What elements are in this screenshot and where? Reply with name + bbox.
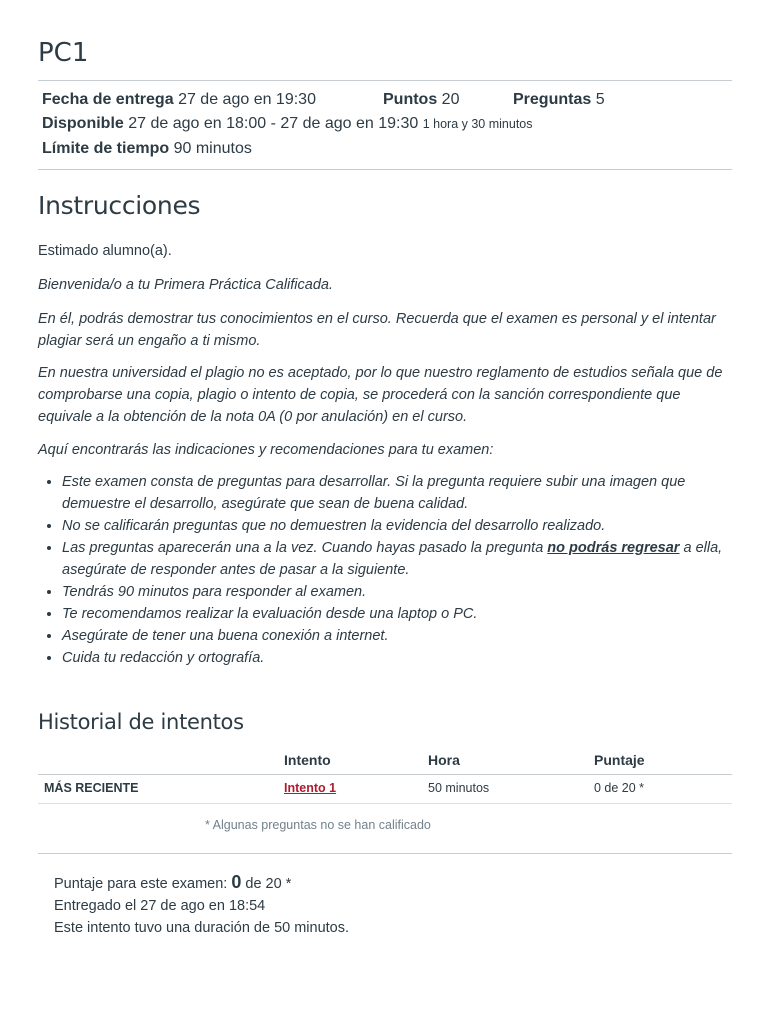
column-header-time: Hora — [428, 752, 460, 768]
rule-text: Las preguntas aparecerán una a la vez. Cuando hayas pasado la pregunta — [62, 540, 548, 556]
column-header-score: Puntaje — [594, 752, 645, 768]
points-detail — [383, 91, 459, 109]
attempt-cell — [284, 781, 336, 795]
welcome-text: Bienvenida/o a tu Primera Práctica Calificada. — [38, 277, 333, 293]
available-duration: 1 hora y 30 minutos — [422, 117, 533, 131]
quiz-details-row-2 — [42, 115, 533, 133]
quiz-details-row-1 — [42, 91, 316, 109]
most-recent-label: MÁS RECIENTE — [44, 781, 139, 795]
time-limit-value: 90 minutos — [173, 140, 252, 157]
questions-detail — [513, 91, 605, 109]
list-item — [62, 537, 756, 581]
score-value: 0 — [231, 872, 242, 892]
divider — [38, 169, 732, 170]
instructions-paragraph-2: En nuestra universidad el plagio no es aceptado, por lo que nuestro reglamento de estudios señala que de comprobarse una copia, plagio o intento de copia, se procederá con la sanción correspondiente que equivale a la obtención de la nota 0A (0 por anulación) en el curso. — [38, 365, 723, 425]
divider — [38, 853, 732, 854]
points-value: 20 — [441, 91, 460, 108]
history-heading: Historial de intentos — [38, 710, 244, 734]
attempt-link[interactable]: Intento 1 — [284, 781, 337, 795]
instructions-paragraph-1: En él, podrás demostrar tus conocimientos en el curso. Recuerda que el examen es personal y el intentar plagiar será un engaño a ti mismo. — [38, 311, 716, 349]
list-item: • Tendrás 90 minutos para responder al examen. — [62, 581, 756, 603]
instructions-heading: Instrucciones — [38, 191, 201, 220]
list-item: • Este examen consta de preguntas para desarrollar. Si la pregunta requiere subir una imagen que demuestre el desarrollo, asegúrate que sean de buena calidad. — [62, 471, 756, 515]
attempt-time: 50 minutos — [428, 781, 490, 795]
duration-text: Este intento tuvo una duración de 50 minutos. — [54, 920, 350, 936]
list-item: • No se calificarán preguntas que no demuestren la evidencia del desarrollo realizado. — [62, 515, 756, 537]
divider — [38, 80, 732, 81]
score-total: de 20 * — [245, 876, 292, 892]
list-item: • Te recomendamos realizar la evaluación desde una laptop o PC. — [62, 603, 756, 625]
score-label: Puntaje para este examen: — [54, 876, 228, 892]
score-summary — [54, 872, 291, 893]
table-header-divider — [38, 774, 732, 775]
quiz-details-row-3 — [42, 140, 252, 158]
due-label: Fecha de entrega — [42, 91, 174, 108]
questions-value: 5 — [595, 91, 605, 108]
ungraded-note: * Algunas preguntas no se han calificado — [205, 818, 431, 832]
list-item: • Asegúrate de tener una buena conexión a internet. — [62, 625, 756, 647]
table-row-divider — [38, 803, 732, 804]
points-label: Puntos — [383, 91, 438, 108]
column-header-attempt: Intento — [284, 752, 331, 768]
rule-text: a ella, asegúrate de responder antes de pasar a la siguiente. — [62, 540, 723, 578]
greeting-text: Estimado alumno(a). — [38, 243, 172, 259]
submitted-text: Entregado el 27 de ago en 18:54 — [54, 898, 266, 914]
due-value: 27 de ago en 19:30 — [178, 91, 316, 108]
quiz-title: PC1 — [38, 38, 89, 68]
instructions-paragraph-3: Aquí encontrarás las indicaciones y recomendaciones para tu examen: — [38, 442, 494, 458]
list-item: • Cuida tu redacción y ortografía. — [62, 647, 756, 669]
rules-list — [38, 471, 756, 669]
time-limit-label: Límite de tiempo — [42, 140, 170, 157]
available-value: 27 de ago en 18:00 - 27 de ago en 19:30 — [128, 115, 419, 132]
questions-label: Preguntas — [513, 91, 592, 108]
attempt-score: 0 de 20 * — [594, 781, 645, 795]
no-return-emphasis: no podrás regresar — [547, 540, 680, 556]
available-label: Disponible — [42, 115, 124, 132]
